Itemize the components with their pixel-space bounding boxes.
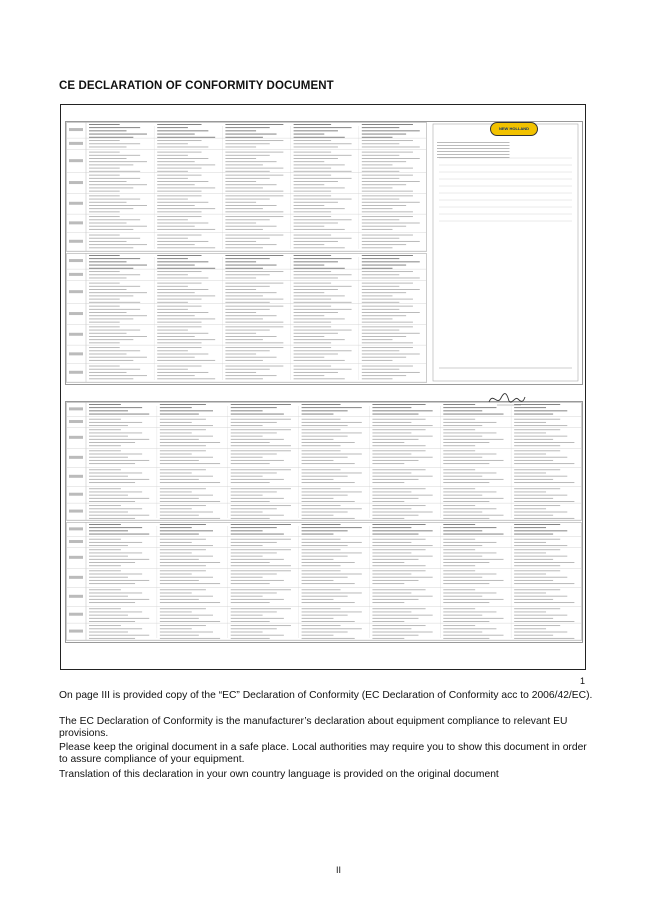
paragraph-declaration-definition: The EC Declaration of Conformity is the manufacturer’s declaration about equipment compliance to relevant EU provisions. xyxy=(59,716,568,739)
declaration-scan-top xyxy=(65,121,583,385)
page-heading: CE DECLARATION OF CONFORMITY DOCUMENT xyxy=(59,80,334,92)
logo-text: NEW HOLLAND xyxy=(499,126,529,131)
figure-number: 1 xyxy=(580,676,586,686)
paragraph-keep-original: Please keep the original document in a safe place. Local authorities may require you to show this document in order to assure compliance of your equipment. xyxy=(59,742,587,765)
signature-icon xyxy=(487,390,527,408)
declaration-scan-frame xyxy=(60,104,586,670)
page-number: II xyxy=(336,865,342,875)
new-holland-logo xyxy=(490,122,538,136)
scan-table-graphic xyxy=(66,122,582,384)
scan-table-graphic xyxy=(66,402,582,642)
paragraph-copy-reference: On page III is provided copy of the “EC” Declaration of Conformity (EC Declaration of Conformity acc to 2006/42/EC). xyxy=(59,690,593,701)
paragraph-translation-note: Translation of this declaration in your own country language is provided on the original document xyxy=(59,769,499,780)
declaration-scan-bottom xyxy=(65,401,583,643)
